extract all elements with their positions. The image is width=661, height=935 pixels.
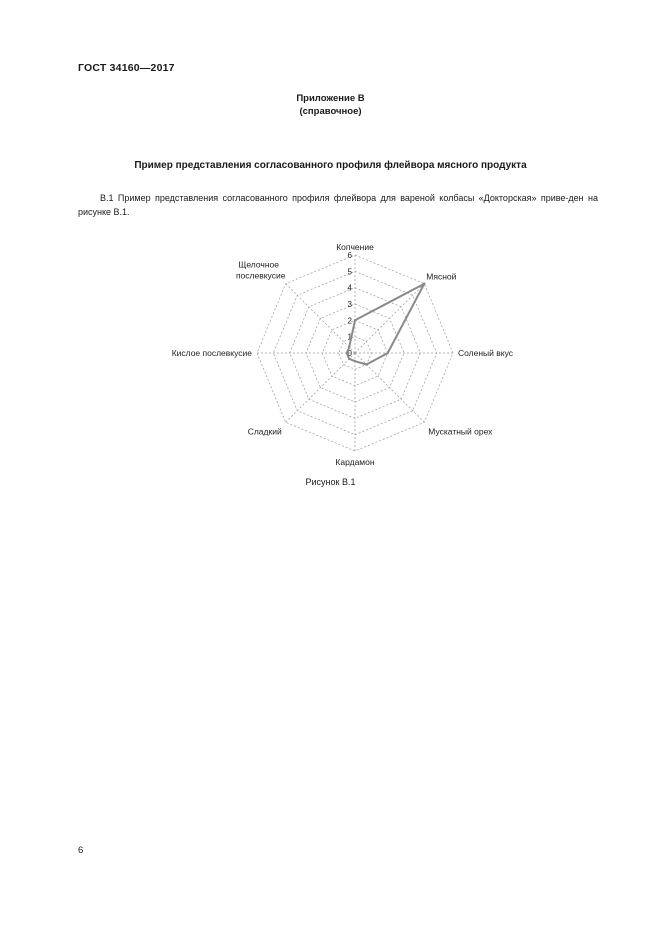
data-point (346, 352, 348, 354)
body-paragraph: В.1 Пример представления согласованного профиля флейвора для вареной колбасы «Докторская» приве-ден на рисунке В.1. (78, 193, 598, 217)
tick-label: 6 (347, 251, 352, 260)
data-point (348, 358, 350, 360)
tick-label: 4 (347, 283, 352, 293)
axis-label: Сладкий (247, 426, 282, 437)
data-point (348, 346, 350, 348)
axis-label: Щелочное послевкусие (235, 259, 286, 281)
data-point (354, 319, 356, 321)
figure-caption: Рисунок В.1 (305, 477, 356, 487)
tick-label: 2 (347, 316, 352, 326)
data-point (387, 352, 389, 354)
axis-label: Мясной (426, 271, 457, 282)
appendix-title: Приложение В (296, 93, 365, 104)
axis-label: Копчение (336, 242, 374, 252)
axis-spoke (355, 284, 424, 353)
tick-label: 5 (347, 267, 352, 277)
axis-label: Соленый вкус (458, 348, 514, 358)
tick-label: 0 (347, 349, 352, 358)
section-title: Пример представления согласованного профиля флейвора мясного продукта (134, 160, 527, 171)
radar-chart (160, 236, 514, 467)
series-line (347, 284, 425, 365)
axis-spoke (286, 353, 355, 422)
tick-label: 3 (347, 300, 352, 309)
axis-label: Мускатный орех (428, 426, 493, 437)
tick-label: 1 (347, 332, 352, 342)
data-point (354, 360, 356, 362)
appendix-subtitle: (справочное) (299, 106, 362, 117)
appendix-heading (0, 92, 661, 118)
data-point (365, 363, 367, 365)
axis-label: Кардамон (335, 457, 375, 467)
axis-spoke (286, 284, 355, 353)
radar-chart-svg (160, 236, 514, 467)
page-number: 6 (78, 845, 84, 856)
axis-label: Кислое послевкусие (171, 348, 252, 358)
data-point (423, 283, 425, 285)
document-header: ГОСТ 34160—2017 (78, 62, 175, 74)
